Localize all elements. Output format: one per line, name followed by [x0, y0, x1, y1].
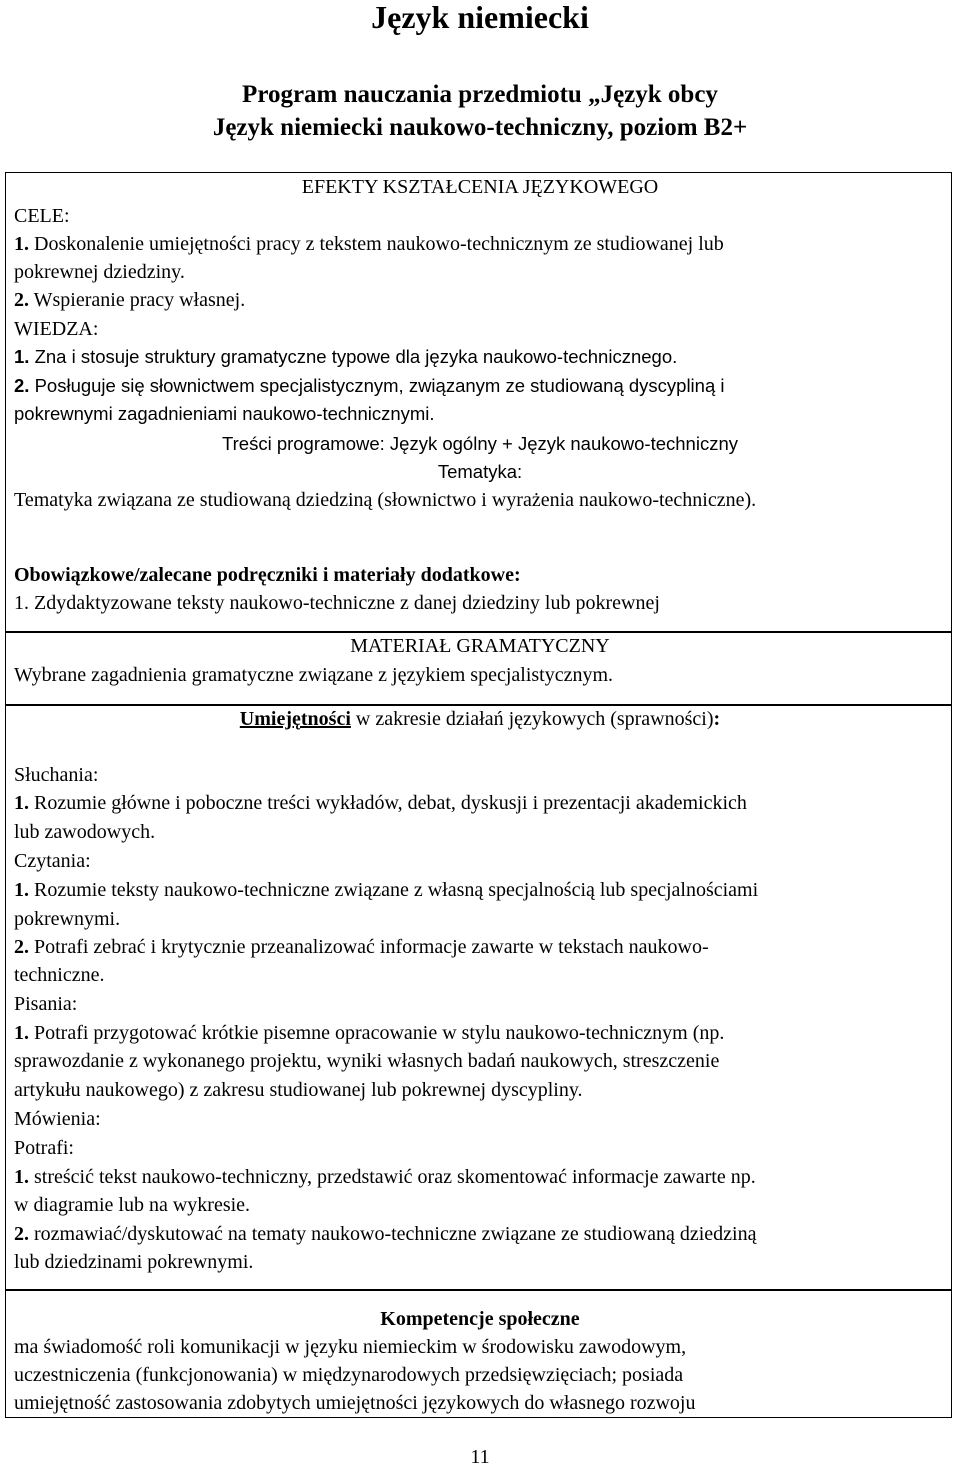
cele-item-1a: 1. Doskonalenie umiejętności pracy z tekstem naukowo-technicznym ze studiowanej lub — [14, 233, 724, 255]
grammar-heading: MATERIAŁ GRAMATYCZNY — [350, 635, 610, 657]
social-heading: Kompetencje społeczne — [380, 1308, 580, 1330]
tresci-heading: Treści programowe: Język ogólny + Język naukowo-techniczny — [222, 433, 738, 454]
mowienia-item-1a: 1. streścić tekst naukowo-techniczny, przedstawić oraz skomentować informacje zawarte np. — [14, 1166, 756, 1188]
social-line-3: umiejętność zastosowania zdobytych umiejętności językowych do własnego rozwoju — [14, 1392, 696, 1414]
grammar-text: Wybrane zagadnienia gramatyczne związane z językiem specjalistycznym. — [14, 664, 614, 686]
potrafi-label: Potrafi: — [14, 1137, 74, 1159]
tematyka-text: Tematyka związana ze studiowaną dziedziną (słownictwo i wyrażenia naukowo-techniczne). — [14, 489, 757, 511]
wiedza-item-2b: pokrewnymi zagadnieniami naukowo-technicznymi. — [14, 403, 435, 424]
pisania-item-1c: artykułu naukowego) z zakresu studiowanej lub pokrewnej dyscypliny. — [14, 1079, 583, 1101]
czytania-item-1b: pokrewnymi. — [14, 908, 121, 930]
pisania-label: Pisania: — [14, 993, 78, 1015]
cele-label: CELE: — [14, 205, 70, 227]
czytania-label: Czytania: — [14, 850, 91, 872]
effects-heading: EFEKTY KSZTAŁCENIA JĘZYKOWEGO — [301, 176, 659, 198]
mowienia-item-2b: lub dziedzinami pokrewnymi. — [14, 1251, 254, 1273]
wiedza-item-1: 1. Zna i stosuje struktury gramatyczne typowe dla języka naukowo-technicznego. — [14, 346, 678, 367]
cele-item-1b: pokrewnej dziedziny. — [14, 261, 185, 283]
podreczniki-heading: Obowiązkowe/zalecane podręczniki i materiały dodatkowe: — [14, 564, 521, 586]
czytania-item-2b: techniczne. — [14, 964, 105, 986]
mowienia-item-1b: w diagramie lub na wykresie. — [14, 1194, 251, 1216]
page-number: 11 — [470, 1446, 490, 1468]
pisania-item-1a: 1. Potrafi przygotować krótkie pisemne opracowanie w stylu naukowo-technicznym (np. — [14, 1022, 725, 1044]
czytania-item-2a: 2. Potrafi zebrać i krytycznie przeanalizować informacje zawarte w tekstach naukowo- — [14, 936, 709, 958]
sluchania-item-1b: lub zawodowych. — [14, 821, 156, 843]
social-line-2: uczestniczenia (funkcjonowania) w międzynarodowych przedsięwzięciach; posiada — [14, 1364, 684, 1386]
wiedza-label: WIEDZA: — [14, 318, 99, 340]
tematyka-heading: Tematyka: — [437, 461, 523, 482]
program-title-line1: Program nauczania przedmiotu „Język obcy — [242, 81, 718, 108]
pisania-item-1b: sprawozdanie z wykonanego projektu, wyniki własnych badań naukowych, streszczenie — [14, 1050, 720, 1072]
sluchania-item-1a: 1. Rozumie główne i poboczne treści wykładów, debat, dyskusji i prezentacji akademickich — [14, 792, 747, 814]
czytania-item-1a: 1. Rozumie teksty naukowo-techniczne związane z własną specjalnością lub specjalnościami — [14, 879, 759, 901]
program-title-line2: Język niemiecki naukowo-techniczny, poziom B2+ — [212, 114, 748, 141]
sluchania-label: Słuchania: — [14, 764, 99, 786]
mowienia-item-2a: 2. rozmawiać/dyskutować na tematy naukowo-techniczne związane ze studiowaną dziedziną — [14, 1223, 757, 1245]
mowienia-label: Mówienia: — [14, 1108, 101, 1130]
skills-heading: Umiejętności w zakresie działań językowych (sprawności): — [239, 708, 721, 730]
social-line-1: ma świadomość roli komunikacji w języku niemieckim w środowisku zawodowym, — [14, 1336, 687, 1358]
podreczniki-item-1: 1. Zdydaktyzowane teksty naukowo-techniczne z danej dziedziny lub pokrewnej — [14, 592, 660, 614]
document-title: Język niemiecki — [371, 0, 589, 35]
wiedza-item-2a: 2. Posługuje się słownictwem specjalistycznym, związanym ze studiowaną dyscypliną i — [14, 375, 725, 396]
cele-item-2: 2. Wspieranie pracy własnej. — [14, 289, 246, 311]
